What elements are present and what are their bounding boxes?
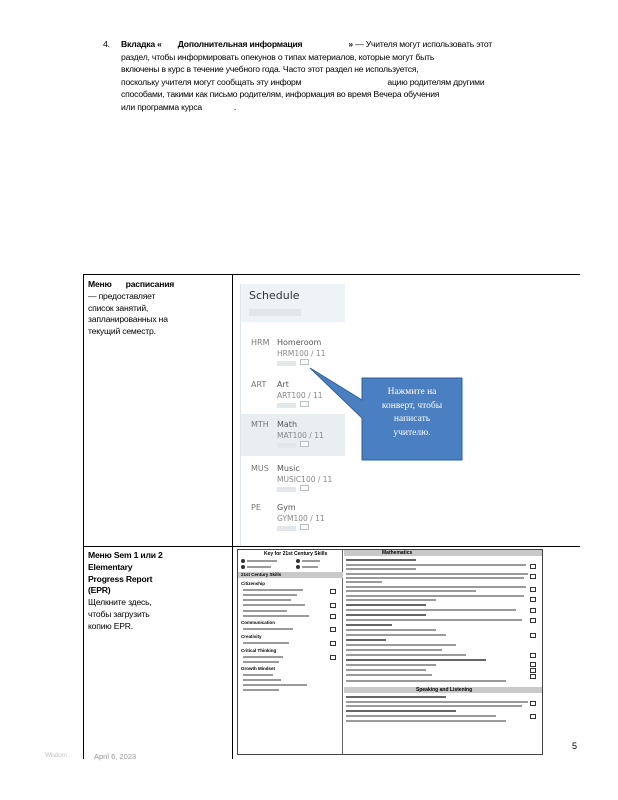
report-line [346, 664, 436, 666]
course-section: ART100 / 11 [277, 391, 323, 400]
table-column-divider [232, 274, 233, 759]
report-left-column [238, 550, 343, 755]
epr-menu-title-line: Elementary [88, 561, 133, 572]
report-right-title: Mathematics [382, 550, 413, 556]
schedule-menu-desc-line: — предоставляет [88, 290, 156, 301]
grade-box [330, 655, 336, 660]
skill-heading: Critical Thinking [241, 648, 277, 653]
left-band-label: 21st Century Skills [241, 572, 282, 577]
schedule-menu-title-b: расписания [125, 279, 175, 289]
footer-date: April 6, 2023 [94, 752, 137, 761]
report-line [346, 564, 526, 566]
course-name: Homeroom [277, 338, 322, 347]
skill-line [243, 689, 279, 691]
report-line [346, 609, 516, 611]
legend-text [302, 566, 318, 568]
intro-line-4 [121, 76, 501, 89]
skill-heading: Growth Mindset [241, 666, 275, 671]
skill-heading: Communication [241, 620, 276, 625]
report-line [346, 586, 526, 588]
epr-menu-description [88, 550, 228, 633]
schedule-subtitle-redacted [249, 309, 301, 316]
epr-menu-desc-line: копию EPR. [88, 620, 133, 631]
course-code: MTH [251, 420, 269, 429]
report-heading-line [346, 624, 392, 626]
schedule-menu-description [88, 279, 228, 338]
callout-line: учителю. [393, 427, 431, 438]
legend-dot [296, 559, 300, 563]
schedule-menu-title-a: Меню [88, 279, 112, 289]
grade-box [530, 618, 536, 623]
legend-text [302, 560, 320, 562]
grade-box [330, 641, 336, 646]
report-line [346, 619, 522, 621]
intro-line-4b: ацию родителям другими [387, 76, 485, 87]
legend-text [247, 566, 271, 568]
teacher-name-redacted [277, 487, 296, 492]
callout-line: конверт, чтобы [381, 400, 443, 411]
skill-line [243, 684, 307, 686]
epr-menu-desc-line: Щелкните здесь, [88, 597, 152, 608]
report-line [346, 590, 476, 592]
skill-line [243, 642, 289, 644]
report-heading-line [346, 696, 446, 698]
grade-box [330, 614, 336, 619]
report-section-title: Speaking and Listening [416, 687, 473, 693]
skill-line [243, 599, 291, 601]
intro-line-4a: поскольку учителя могут сообщать эту информ [121, 76, 302, 87]
skill-heading: Creativity [241, 634, 262, 639]
grade-box [530, 701, 536, 706]
schedule-menu-desc-line: текущий семестр. [88, 326, 156, 337]
skill-line [243, 610, 287, 612]
callout-text [364, 386, 460, 440]
progress-report-thumbnail[interactable] [237, 549, 543, 755]
report-line [346, 649, 442, 651]
teacher-name-redacted [277, 403, 296, 408]
report-line [346, 654, 466, 656]
grade-box [330, 603, 336, 608]
skill-line [243, 628, 293, 630]
grade-box [530, 674, 536, 679]
schedule-header [241, 284, 345, 322]
skill-line [243, 656, 283, 658]
course-section: MAT100 / 11 [277, 431, 324, 440]
legend-dot [241, 565, 245, 569]
course-name: Gym [277, 503, 296, 512]
report-line [346, 705, 522, 707]
grade-box [330, 589, 336, 594]
schedule-title: Schedule [249, 289, 300, 302]
grade-box [530, 574, 536, 579]
envelope-icon[interactable] [300, 524, 309, 530]
intro-line-6 [121, 101, 501, 114]
report-line [346, 674, 432, 676]
report-heading-line [346, 659, 486, 661]
course-section: HRM100 / 11 [277, 349, 326, 358]
tab-suffix: » [348, 39, 353, 49]
grade-box [530, 597, 536, 602]
intro-line-3: включены в курс в течение учебного года. Часто этот раздел не используется, [121, 64, 419, 75]
legend-text [247, 560, 277, 562]
epr-menu-desc-line: чтобы загрузить [88, 608, 150, 619]
epr-menu-title-line: (EPR) [88, 585, 111, 596]
grade-box [530, 662, 536, 667]
course-code: ART [251, 380, 267, 389]
report-line [346, 669, 426, 671]
course-name: Math [277, 420, 298, 429]
grade-box [530, 653, 536, 658]
callout-line: написать [393, 414, 431, 424]
course-code: MUS [251, 464, 269, 473]
report-line [346, 680, 506, 682]
callout-line: Нажмите на [387, 387, 437, 397]
course-row-gym[interactable] [241, 497, 345, 537]
legend-dot [296, 565, 300, 569]
report-line [346, 644, 456, 646]
report-line [346, 629, 436, 631]
skill-line [243, 604, 305, 606]
intro-line-1-rest: — Учителя могут использовать этот [352, 39, 492, 49]
teacher-name-redacted [277, 361, 296, 366]
envelope-icon[interactable] [300, 485, 309, 491]
intro-line-2: раздел, чтобы информировать опекунов о типах материалов, которые могут быть [121, 51, 435, 62]
report-line [346, 595, 524, 597]
table-row-divider [83, 546, 580, 547]
skill-line [243, 589, 303, 591]
grade-box [530, 587, 536, 592]
grade-box [530, 714, 536, 719]
course-section: GYM100 / 11 [277, 514, 325, 523]
table-left-border [83, 274, 84, 759]
schedule-menu-title [88, 279, 228, 291]
report-line [346, 720, 506, 722]
grade-box [530, 633, 536, 638]
envelope-icon[interactable] [300, 359, 309, 365]
grade-box [330, 627, 336, 632]
report-left-title: Key for 21st Century Skills [264, 551, 328, 557]
grade-box [530, 564, 536, 569]
report-heading-line [346, 559, 416, 561]
intro-line-6b: . [234, 101, 237, 112]
report-line [346, 573, 528, 575]
skill-heading: Citizenship [241, 581, 266, 586]
report-line [346, 577, 524, 579]
course-name: Art [277, 380, 289, 389]
report-heading-line [346, 639, 386, 641]
legend-dot [241, 559, 245, 563]
teacher-name-redacted [277, 526, 296, 531]
schedule-menu-desc-line: запланированных на [88, 314, 168, 325]
skill-line [243, 674, 273, 676]
course-section: MUSIC100 / 11 [277, 475, 333, 484]
report-heading-line [346, 614, 426, 616]
report-heading-line [346, 710, 456, 712]
tab-name: Дополнительная информация [177, 39, 303, 49]
epr-menu-title-line: Меню Sem 1 или 2 [88, 550, 163, 560]
math-band [344, 550, 543, 556]
intro-text [121, 38, 501, 114]
skill-line [243, 594, 297, 596]
table-top-border [83, 274, 580, 275]
grade-box [530, 668, 536, 673]
course-code: PE [251, 503, 261, 512]
skill-line [243, 615, 309, 617]
course-code: HRM [251, 338, 270, 347]
report-line [346, 568, 416, 570]
report-line [346, 634, 446, 636]
grade-box [530, 608, 536, 613]
intro-line-6a: или программа курса [121, 101, 203, 112]
teacher-name-redacted [277, 443, 296, 448]
skill-line [243, 679, 281, 681]
list-number: 4. [103, 39, 110, 49]
epr-menu-title-line: Progress Report [88, 573, 153, 584]
report-line [346, 599, 436, 601]
report-line [346, 715, 496, 717]
intro-line-5: способами, такими как письмо родителям, информация во время Вечера обучения [121, 89, 440, 100]
footer-logo: Wisdom [45, 752, 67, 759]
report-right-column [344, 550, 543, 755]
skill-line [243, 661, 279, 663]
tab-prefix: Вкладка « [121, 39, 162, 49]
report-line [346, 581, 382, 583]
intro-line-1 [121, 38, 501, 51]
report-heading-line [346, 604, 426, 606]
page-number: 5 [572, 741, 578, 751]
schedule-menu-desc-line: список занятий, [88, 302, 149, 313]
course-name: Music [277, 464, 300, 473]
report-line [346, 701, 528, 703]
